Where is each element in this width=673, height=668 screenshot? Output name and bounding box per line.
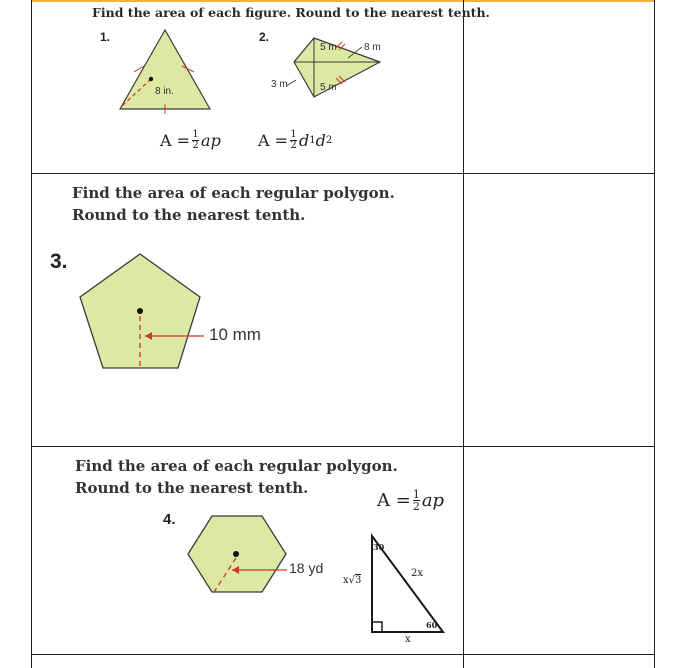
problem4-number: 4.	[163, 511, 176, 528]
formula1-lhs: A =	[160, 131, 191, 150]
problem3-number: 3.	[50, 250, 68, 273]
triangle-angle-60: 60	[426, 620, 438, 630]
radical-sign: √	[348, 575, 356, 586]
row3-instruction: Find the area of each regular polygon. Round to the nearest tenth.	[75, 457, 398, 497]
long-leg-radical: 3	[355, 575, 362, 586]
triangle-angle-30: 30	[373, 542, 385, 552]
row3-formula-lhs: A =	[377, 490, 411, 511]
formula2-den: 2	[290, 140, 297, 151]
row3-formula-den: 2	[412, 500, 420, 513]
triangle-long-leg-label	[343, 575, 361, 586]
long-leg-coef: x	[343, 575, 349, 586]
formula1-rest: ap	[201, 131, 221, 150]
triangle-short-leg-label: x	[405, 634, 411, 645]
formula2-sub1: 1	[309, 135, 316, 146]
problem2-number: 2.	[259, 30, 270, 44]
formula2-lhs: A =	[258, 131, 289, 150]
triangle-hypotenuse-label: 2x	[411, 568, 424, 579]
problem4-apothem-label: 18 yd	[289, 560, 324, 576]
kite-label-3m: 3 m	[271, 79, 288, 90]
formula2-d2: d	[315, 131, 326, 150]
row3-formula-num: 1	[412, 488, 420, 501]
problem1-apothem-label: 8 in.	[155, 86, 174, 97]
problem3-apothem-label: 10 mm	[209, 325, 261, 344]
kite-label-5m-bottom: 5 m	[320, 82, 337, 93]
formula2-d1: d	[299, 131, 310, 150]
formula1-den: 2	[192, 140, 199, 151]
formula2-num: 1	[290, 129, 297, 140]
formula1-num: 1	[192, 129, 199, 140]
row1-instruction: Find the area of each figure. Round to the nearest tenth.	[92, 5, 490, 20]
kite-label-8m: 8 m	[364, 42, 381, 53]
problem1-number: 1.	[100, 30, 111, 44]
row2-instruction: Find the area of each regular polygon. Round to the nearest tenth.	[72, 184, 395, 224]
row3-formula-rest: ap	[421, 490, 445, 511]
formula2-sub2: 2	[325, 135, 333, 146]
kite-label-5m-top: 5 m	[320, 42, 337, 53]
